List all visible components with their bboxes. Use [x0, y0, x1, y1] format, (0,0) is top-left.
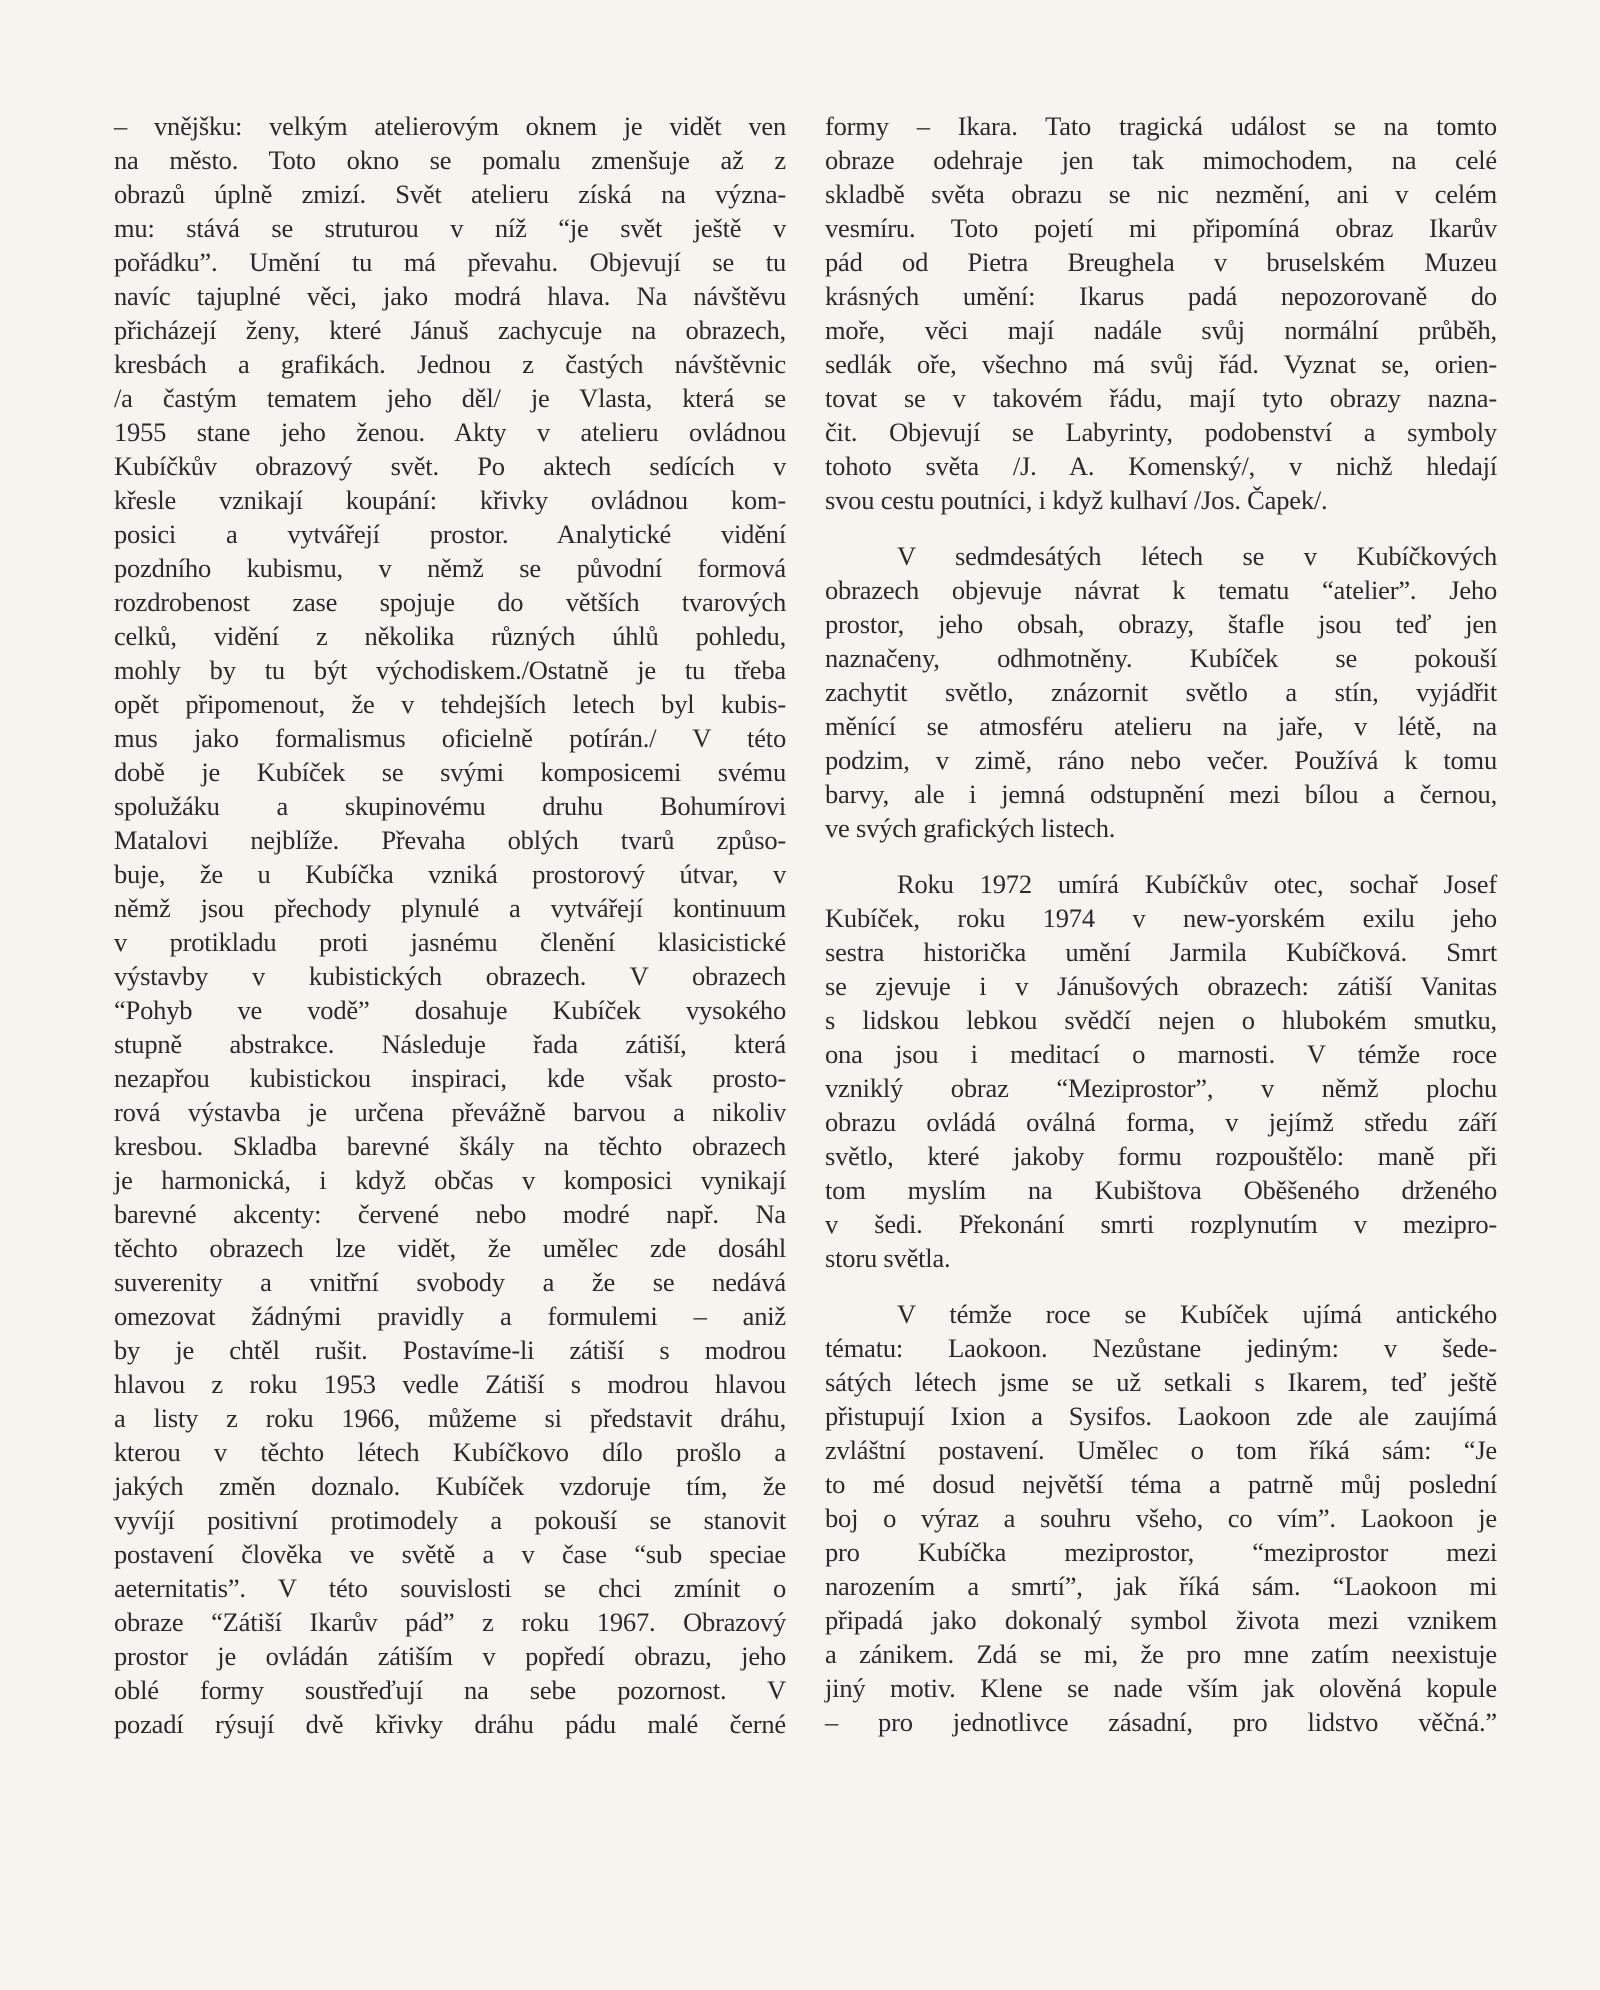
text-line: V témže roce se Kubíček ujímá antického: [897, 1299, 1497, 1329]
text-line: pozadí rýsují dvě křivky dráhu pádu malé černé: [114, 1709, 786, 1739]
text-line: suverenity a vnitřní svobody a že se nedává: [114, 1267, 786, 1297]
text-line: posici a vytvářejí prostor. Analytické vidění: [114, 519, 786, 549]
text-line: naznačeny, odhmotněny. Kubíček se pokouší: [825, 643, 1497, 673]
text-line: hlavou z roku 1953 vedle Zátiší s modrou hlavou: [114, 1369, 786, 1399]
text-line: – vnějšku: velkým atelierovým oknem je vidět ven: [114, 111, 786, 141]
text-line: tohoto světa /J. A. Komenský/, v nichž hledají: [825, 451, 1497, 481]
text-line: mu: stává se struturou v níž “je svět ještě v: [114, 213, 786, 243]
paragraph: [825, 109, 1497, 517]
text-line: připadá jako dokonalý symbol života mezi vznikem: [825, 1605, 1497, 1635]
text-line: tovat se v takovém řádu, mají tyto obrazy nazna-: [825, 383, 1497, 413]
text-line: obrazech objevuje návrat k tematu “atelier”. Jeho: [825, 575, 1497, 605]
right-column: [825, 109, 1497, 1739]
text-line: prostor je ovládán zátiším v popředí obrazu, jeho: [114, 1641, 786, 1671]
paragraph: [114, 109, 786, 1741]
text-line: krásných umění: Ikarus padá nepozorovaně do: [825, 281, 1497, 311]
text-line: ve svých grafických listech.: [825, 813, 1116, 843]
text-line: Matalovi nejblíže. Převaha oblých tvarů způso-: [114, 825, 786, 855]
paragraph: [825, 867, 1497, 1275]
text-line: oblé formy soustřeďují na sebe pozornost. V: [114, 1675, 786, 1705]
paragraph: [825, 539, 1497, 845]
text-line: tématu: Laokoon. Nezůstane jediným: v šede-: [825, 1333, 1497, 1363]
text-line: kterou v těchto létech Kubíčkovo dílo prošlo a: [114, 1437, 786, 1467]
text-line: podzim, v zimě, ráno nebo večer. Používá k tomu: [825, 745, 1497, 775]
text-line: /a častým tematem jeho děl/ je Vlasta, která se: [114, 383, 786, 413]
text-line: výstavby v kubistických obrazech. V obrazech: [114, 961, 786, 991]
text-line: měnící se atmosféru atelieru na jaře, v létě, na: [825, 711, 1497, 741]
text-line: přicházejí ženy, které Jánuš zachycuje na obrazech,: [114, 315, 786, 345]
text-line: Kubíček, roku 1974 v new-yorském exilu jeho: [825, 903, 1497, 933]
text-line: zvláštní postavení. Umělec o tom říká sám: “Je: [825, 1435, 1497, 1465]
text-line: aeternitatis”. V této souvislosti se chci zmínit o: [114, 1573, 786, 1603]
text-line: V sedmdesátých létech se v Kubíčkových: [897, 541, 1497, 571]
paragraph: [825, 1297, 1497, 1739]
text-line: pro Kubíčka meziprostor, “meziprostor mezi: [825, 1537, 1497, 1567]
text-line: vesmíru. Toto pojetí mi připomíná obraz Ikarův: [825, 213, 1497, 243]
text-line: 1955 stane jeho ženou. Akty v atelieru ovládnou: [114, 417, 786, 447]
left-column: [114, 109, 786, 1741]
text-line: na město. Toto okno se pomalu zmenšuje až z: [114, 145, 786, 175]
text-line: jakých změn doznalo. Kubíček vzdoruje tím, že: [114, 1471, 786, 1501]
text-line: boj o výraz a souhru všeho, co vím”. Laokoon je: [825, 1503, 1497, 1533]
text-line: postavení člověka ve světě a v čase “sub speciae: [114, 1539, 786, 1569]
text-line: omezovat žádnými pravidly a formulemi – aniž: [114, 1301, 786, 1331]
text-line: sestra historička umění Jarmila Kubíčková. Smrt: [825, 937, 1497, 967]
text-line: nezapřou kubistickou inspiraci, kde však prosto-: [114, 1063, 786, 1093]
text-line: vyvíjí positivní protimodely a pokouší se stanovit: [114, 1505, 786, 1535]
text-line: čit. Objevují se Labyrinty, podobenství a symboly: [825, 417, 1497, 447]
text-line: a zánikem. Zdá se mi, že pro mne zatím neexistuje: [825, 1639, 1497, 1669]
text-line: a listy z roku 1966, můžeme si představit dráhu,: [114, 1403, 786, 1433]
text-line: se zjevuje i v Jánušových obrazech: zátiší Vanitas: [825, 971, 1497, 1001]
text-line: světlo, které jakoby formu rozpouštělo: maně při: [825, 1141, 1497, 1171]
text-line: obraze odehraje jen tak mimochodem, na celé: [825, 145, 1497, 175]
text-line: skladbě světa obrazu se nic nezmění, ani v celém: [825, 179, 1497, 209]
text-line: době je Kubíček se svými komposicemi svému: [114, 757, 786, 787]
text-line: spolužáku a skupinovému druhu Bohumírovi: [114, 791, 786, 821]
text-line: mus jako formalismus oficielně potírán./ V této: [114, 723, 786, 753]
text-line: vzniklý obraz “Meziprostor”, v němž plochu: [825, 1073, 1497, 1103]
text-line: obrazu ovládá oválná forma, v jejímž středu září: [825, 1107, 1497, 1137]
text-line: ona jsou i meditací o marnosti. V témže roce: [825, 1039, 1497, 1069]
text-line: navíc tajuplné věci, jako modrá hlava. Na návštěvu: [114, 281, 786, 311]
text-line: těchto obrazech lze vidět, že umělec zde dosáhl: [114, 1233, 786, 1263]
text-line: přistupují Ixion a Sysifos. Laokoon zde ale zaujímá: [825, 1401, 1497, 1431]
text-line: barevné akcenty: červené nebo modré např. Na: [114, 1199, 786, 1229]
text-line: sedlák oře, všechno má svůj řád. Vyznat se, orien-: [825, 349, 1497, 379]
text-line: jiný motiv. Klene se nade vším jak olověná kopule: [825, 1673, 1497, 1703]
text-line: prostor, jeho obsah, obrazy, štafle jsou teď jen: [825, 609, 1497, 639]
text-line: s lidskou lebkou svědčí nejen o hlubokém smutku,: [825, 1005, 1497, 1035]
text-line: storu světla.: [825, 1243, 951, 1273]
text-line: stupně abstrakce. Následuje řada zátiší, která: [114, 1029, 786, 1059]
text-line: v šedi. Překonání smrti rozplynutím v mezipro-: [825, 1209, 1497, 1239]
text-line: křesle vznikají koupání: křivky ovládnou kom-: [114, 485, 786, 515]
text-line: kresbou. Skladba barevné škály na těchto obrazech: [114, 1131, 786, 1161]
text-line: sátých létech jsme se už setkali s Ikarem, teď ještě: [825, 1367, 1497, 1397]
text-line: moře, věci mají nadále svůj normální průběh,: [825, 315, 1497, 345]
text-line: – pro jednotlivce zásadní, pro lidstvo věčná.”: [825, 1707, 1497, 1737]
text-line: by je chtěl rušit. Postavíme-li zátiší s modrou: [114, 1335, 786, 1365]
text-line: rozdrobenost zase spojuje do větších tvarových: [114, 587, 786, 617]
text-line: barvy, ale i jemná odstupnění mezi bílou a černou,: [825, 779, 1497, 809]
text-line: buje, že u Kubíčka vzniká prostorový útvar, v: [114, 859, 786, 889]
text-line: “Pohyb ve vodě” dosahuje Kubíček vysokého: [114, 995, 786, 1025]
text-line: zachytit světlo, znázornit světlo a stín, vyjádřit: [825, 677, 1497, 707]
text-line: pád od Pietra Breughela v bruselském Muzeu: [825, 247, 1497, 277]
text-line: celků, vidění z několika různých úhlů pohledu,: [114, 621, 786, 651]
text-line: pozdního kubismu, v němž se původní formová: [114, 553, 786, 583]
text-line: Kubíčkův obrazový svět. Po aktech sedících v: [114, 451, 786, 481]
text-line: tom myslím na Kubištova Oběšeného drženého: [825, 1175, 1497, 1205]
text-line: Roku 1972 umírá Kubíčkův otec, sochař Josef: [897, 869, 1497, 899]
text-line: to mé dosud největší téma a patrně můj poslední: [825, 1469, 1497, 1499]
text-line: opět připomenout, že v tehdejších letech byl kubis-: [114, 689, 786, 719]
text-line: rová výstavba je určena převážně barvou a nikoliv: [114, 1097, 786, 1127]
text-line: narozením a smrtí”, jak říká sám. “Laokoon mi: [825, 1571, 1497, 1601]
text-line: obraze “Zátiší Ikarův pád” z roku 1967. Obrazový: [114, 1607, 786, 1637]
text-line: kresbách a grafikách. Jednou z častých návštěvnic: [114, 349, 786, 379]
text-line: svou cestu poutníci, i když kulhaví /Jos. Čapek/.: [825, 485, 1328, 515]
text-line: formy – Ikara. Tato tragická událost se na tomto: [825, 111, 1497, 141]
text-line: pořádku”. Umění tu má převahu. Objevují se tu: [114, 247, 786, 277]
text-line: obrazů úplně zmizí. Svět atelieru získá na význa-: [114, 179, 786, 209]
text-line: mohly by tu být východiskem./Ostatně je tu třeba: [114, 655, 786, 685]
text-line: je harmonická, i když občas v komposici vynikají: [114, 1165, 786, 1195]
text-line: němž jsou přechody plynulé a vytvářejí kontinuum: [114, 893, 786, 923]
text-line: v protikladu proti jasnému členění klasicistické: [114, 927, 786, 957]
